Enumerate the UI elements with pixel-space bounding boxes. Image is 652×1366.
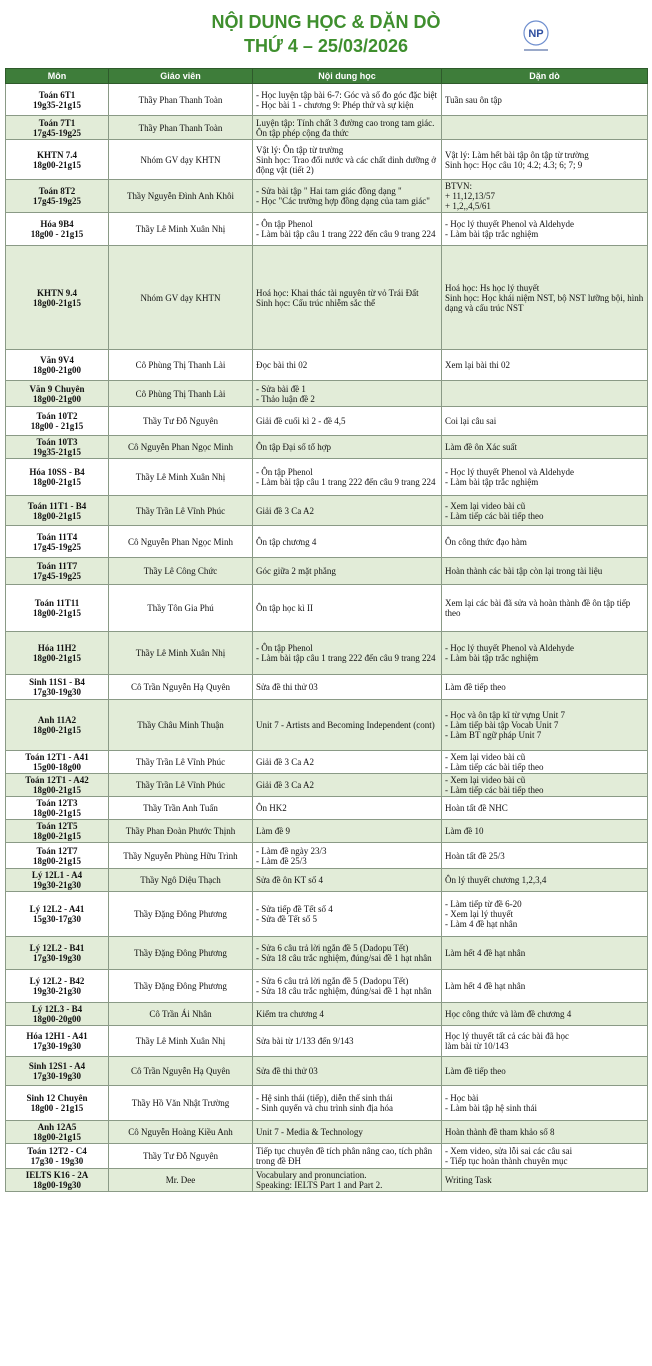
cell-mon: Toán 6T1 19g35-21g15 [6, 84, 109, 116]
table-row [6, 1121, 648, 1144]
cell-dan-do: Ôn công thức đạo hàm [442, 526, 648, 558]
cell-giao-vien: Thầy Trần Lê Vĩnh Phúc [109, 751, 253, 774]
cell-mon: Toán 12T3 18g00-21g15 [6, 797, 109, 820]
table-row [6, 751, 648, 774]
cell-giao-vien: Thầy Đặng Đông Phương [109, 892, 253, 937]
cell-giao-vien: Thầy Ngô Diệu Thạch [109, 869, 253, 892]
cell-mon: Hóa 9B4 18g00 - 21g15 [6, 213, 109, 246]
cell-noi-dung: Giải đề 3 Ca A2 [253, 774, 442, 797]
cell-mon: Văn 9 Chuyên 18g00-21g00 [6, 381, 109, 407]
page-title: NỘI DUNG HỌC & DẶN DÒ [211, 12, 441, 32]
cell-giao-vien: Cô Phùng Thị Thanh Lài [109, 350, 253, 381]
col-header-mon: Môn [6, 69, 109, 84]
cell-giao-vien: Thầy Nguyễn Phùng Hữu Trình [109, 843, 253, 869]
cell-noi-dung: Góc giữa 2 mặt phẳng [253, 558, 442, 585]
table-row [6, 407, 648, 436]
cell-dan-do: - Xem video, sửa lỗi sai các câu sai - Tiếp tục hoàn thành chuyên mục [442, 1144, 648, 1169]
table-row [6, 350, 648, 381]
cell-giao-vien: Thầy Trần Lê Vĩnh Phúc [109, 774, 253, 797]
cell-mon: IELTS K16 - 2A 18g00-19g30 [6, 1169, 109, 1192]
cell-giao-vien: Thầy Đặng Đông Phương [109, 937, 253, 970]
cell-mon: Hóa 10SS - B4 18g00-21g15 [6, 459, 109, 496]
page-header [0, 0, 652, 66]
cell-dan-do: Làm hết 4 đề hạt nhân [442, 937, 648, 970]
cell-noi-dung: Sửa đề thi thử 03 [253, 1057, 442, 1086]
cell-mon: Lý 12L1 - A4 19g30-21g30 [6, 869, 109, 892]
cell-noi-dung: Ôn tập học kì II [253, 585, 442, 632]
cell-giao-vien: Thầy Phan Đoàn Phước Thịnh [109, 820, 253, 843]
cell-noi-dung: Làm đề 9 [253, 820, 442, 843]
cell-mon: Sinh 12S1 - A4 17g30-19g30 [6, 1057, 109, 1086]
cell-noi-dung: - Sửa bài tập " Hai tam giác đồng dạng " - Học "Các trường hợp đồng dạng của tam giác" [253, 180, 442, 213]
cell-mon: Toán 11T4 17g45-19g25 [6, 526, 109, 558]
cell-noi-dung: - Làm đề ngày 23/3 - Làm đề 25/3 [253, 843, 442, 869]
cell-giao-vien: Thầy Châu Minh Thuận [109, 700, 253, 751]
cell-noi-dung: Kiểm tra chương 4 [253, 1003, 442, 1026]
cell-giao-vien: Nhóm GV dạy KHTN [109, 140, 253, 180]
cell-giao-vien: Cô Phùng Thị Thanh Lài [109, 381, 253, 407]
cell-giao-vien: Nhóm GV dạy KHTN [109, 246, 253, 350]
cell-dan-do: - Xem lại video bài cũ - Làm tiếp các bài tiếp theo [442, 496, 648, 526]
cell-mon: Lý 12L2 - B42 19g30-21g30 [6, 970, 109, 1003]
cell-mon: Lý 12L3 - B4 18g00-20g00 [6, 1003, 109, 1026]
cell-mon: Hóa 11H2 18g00-21g15 [6, 632, 109, 675]
cell-giao-vien: Thầy Hồ Văn Nhật Trường [109, 1086, 253, 1121]
cell-mon: Lý 12L2 - A41 15g30-17g30 [6, 892, 109, 937]
cell-noi-dung: Sửa đề thi thử 03 [253, 675, 442, 700]
schedule-table [5, 68, 648, 1192]
cell-dan-do: Hoàn tất đề 25/3 [442, 843, 648, 869]
cell-mon: Lý 12L2 - B41 17g30-19g30 [6, 937, 109, 970]
cell-giao-vien: Cô Nguyễn Phan Ngọc Minh [109, 436, 253, 459]
table-row [6, 1057, 648, 1086]
cell-giao-vien: Mr. Dee [109, 1169, 253, 1192]
cell-dan-do [442, 381, 648, 407]
table-row [6, 970, 648, 1003]
table-row [6, 496, 648, 526]
cell-dan-do [442, 116, 648, 140]
cell-mon: Toán 10T3 19g35-21g15 [6, 436, 109, 459]
cell-mon: KHTN 7.4 18g00-21g15 [6, 140, 109, 180]
cell-mon: Toán 11T11 18g00-21g15 [6, 585, 109, 632]
table-row [6, 84, 648, 116]
cell-noi-dung: Vật lý: Ôn tập từ trường Sinh học: Trao đổi nước và các chất dinh dưỡng ở động vật (tiết 2) [253, 140, 442, 180]
cell-noi-dung: Hoá học: Khai thác tài nguyên từ vỏ Trái Đất Sinh học: Cấu trúc nhiễm sắc thể [253, 246, 442, 350]
cell-noi-dung: - Ôn tập Phenol - Làm bài tập câu 1 trang 222 đến câu 9 trang 224 [253, 459, 442, 496]
cell-dan-do: Tuần sau ôn tập [442, 84, 648, 116]
col-header-noi-dung: Nội dung học [253, 69, 442, 84]
table-row [6, 892, 648, 937]
cell-noi-dung: Unit 7 - Artists and Becoming Independent (cont) [253, 700, 442, 751]
cell-noi-dung: Unit 7 - Media & Technology [253, 1121, 442, 1144]
cell-mon: Toán 12T1 - A42 18g00-21g15 [6, 774, 109, 797]
cell-giao-vien: Thầy Tư Đỗ Nguyên [109, 407, 253, 436]
cell-dan-do: BTVN: + 11,12,13/57 + 1,2,,4,5/61 [442, 180, 648, 213]
cell-mon: Toán 11T1 - B4 18g00-21g15 [6, 496, 109, 526]
cell-dan-do: Hoàn thành đề tham khảo số 8 [442, 1121, 648, 1144]
table-row [6, 526, 648, 558]
table-row [6, 585, 648, 632]
cell-noi-dung: Giải đề 3 Ca A2 [253, 496, 442, 526]
cell-giao-vien: Thầy Trần Anh Tuấn [109, 797, 253, 820]
table-row [6, 675, 648, 700]
cell-dan-do: - Học lý thuyết Phenol và Aldehyde - Làm bài tập trắc nghiệm [442, 459, 648, 496]
cell-mon: Toán 11T7 17g45-19g25 [6, 558, 109, 585]
cell-noi-dung: Sửa bài từ 1/133 đến 9/143 [253, 1026, 442, 1057]
cell-giao-vien: Cô Trần Nguyễn Hạ Quyên [109, 675, 253, 700]
cell-noi-dung: Tiếp tục chuyên đề tích phân nâng cao, tích phân trong đề ĐH [253, 1144, 442, 1169]
cell-noi-dung: - Ôn tập Phenol - Làm bài tập câu 1 trang 222 đến câu 9 trang 224 [253, 213, 442, 246]
table-row [6, 558, 648, 585]
table-row [6, 820, 648, 843]
cell-giao-vien: Cô Nguyễn Phan Ngọc Minh [109, 526, 253, 558]
cell-dan-do: Hoàn tất đề NHC [442, 797, 648, 820]
cell-mon: Toán 12T5 18g00-21g15 [6, 820, 109, 843]
table-row [6, 246, 648, 350]
cell-dan-do: - Xem lại video bài cũ - Làm tiếp các bài tiếp theo [442, 751, 648, 774]
page-date: THỨ 4 – 25/03/2026 [243, 36, 409, 56]
cell-noi-dung: - Ôn tập Phenol - Làm bài tập câu 1 trang 222 đến câu 9 trang 224 [253, 632, 442, 675]
cell-giao-vien: Cô Nguyễn Hoàng Kiều Anh [109, 1121, 253, 1144]
cell-noi-dung: - Sửa tiếp đề Tết số 4 - Sửa đề Tết số 5 [253, 892, 442, 937]
cell-giao-vien: Thầy Lê Minh Xuân Nhị [109, 1026, 253, 1057]
table-row [6, 1169, 648, 1192]
cell-mon: Sinh 11S1 - B4 17g30-19g30 [6, 675, 109, 700]
cell-mon: Toán 8T2 17g45-19g25 [6, 180, 109, 213]
table-row [6, 1144, 648, 1169]
cell-noi-dung: Đọc bài thi 02 [253, 350, 442, 381]
cell-dan-do: Học công thức và làm đề chương 4 [442, 1003, 648, 1026]
cell-noi-dung: Giải đề 3 Ca A2 [253, 751, 442, 774]
col-header-dan-do: Dặn dò [442, 69, 648, 84]
cell-noi-dung: - Sửa 6 câu trả lời ngắn đề 5 (Dadopu Tết) - Sửa 18 câu trắc nghiệm, đúng/sai đề 1 hạt nhân [253, 970, 442, 1003]
cell-mon: KHTN 9.4 18g00-21g15 [6, 246, 109, 350]
cell-dan-do: Vật lý: Làm hết bài tập ôn tập từ trường Sinh học: Học câu 10; 4.2; 4.3; 6; 7; 9 [442, 140, 648, 180]
cell-dan-do: - Học lý thuyết Phenol và Aldehyde - Làm bài tập trắc nghiệm [442, 213, 648, 246]
table-row [6, 1026, 648, 1057]
table-row [6, 213, 648, 246]
cell-mon: Toán 7T1 17g45-19g25 [6, 116, 109, 140]
cell-giao-vien: Thầy Lê Minh Xuân Nhị [109, 632, 253, 675]
cell-noi-dung: Vocabulary and pronunciation. Speaking: IELTS Part 1 and Part 2. [253, 1169, 442, 1192]
cell-dan-do: Xem lại các bài đã sửa và hoàn thành đề ôn tập tiếp theo [442, 585, 648, 632]
cell-giao-vien: Thầy Nguyễn Đình Anh Khôi [109, 180, 253, 213]
np-logo [521, 18, 551, 58]
cell-noi-dung: Ôn HK2 [253, 797, 442, 820]
cell-giao-vien: Thầy Lê Minh Xuân Nhị [109, 213, 253, 246]
cell-dan-do: - Học và ôn tập kĩ từ vựng Unit 7 - Làm tiếp bài tập Vocab Unit 7 - Làm BT ngữ pháp Unit 7 [442, 700, 648, 751]
cell-mon: Hóa 12H1 - A41 17g30-19g30 [6, 1026, 109, 1057]
cell-dan-do: Hoá học: Hs học lý thuyết Sinh học: Học khái niệm NST, bộ NST lưỡng bội, hình dạng và cấu trúc NST [442, 246, 648, 350]
table-row [6, 700, 648, 751]
cell-mon: Anh 12A5 18g00-21g15 [6, 1121, 109, 1144]
cell-dan-do: - Học lý thuyết Phenol và Aldehyde - Làm bài tập trắc nghiệm [442, 632, 648, 675]
table-row [6, 937, 648, 970]
table-row [6, 180, 648, 213]
table-row [6, 116, 648, 140]
cell-noi-dung: - Học luyện tập bài 6-7: Góc và số đo góc đặc biệt - Học bài 1 - chương 9: Phép thử và sự kiện [253, 84, 442, 116]
cell-dan-do: Xem lại bài thi 02 [442, 350, 648, 381]
cell-dan-do: - Học bài - Làm bài tập hệ sinh thái [442, 1086, 648, 1121]
cell-noi-dung: - Sửa 6 câu trả lời ngắn đề 5 (Dadopu Tết) - Sửa 18 câu trắc nghiệm, đúng/sai đề 1 hạt nhân [253, 937, 442, 970]
cell-giao-vien: Cô Trần Ái Nhân [109, 1003, 253, 1026]
cell-dan-do: Làm đề tiếp theo [442, 675, 648, 700]
col-header-giao-vien: Giáo viên [109, 69, 253, 84]
logo-text: NP [528, 28, 544, 40]
cell-giao-vien: Thầy Phan Thanh Toàn [109, 84, 253, 116]
table-row [6, 140, 648, 180]
table-row [6, 459, 648, 496]
cell-mon: Toán 12T7 18g00-21g15 [6, 843, 109, 869]
cell-noi-dung: Ôn tập chương 4 [253, 526, 442, 558]
cell-mon: Toán 12T1 - A41 15g00-18g00 [6, 751, 109, 774]
cell-giao-vien: Thầy Trần Lê Vĩnh Phúc [109, 496, 253, 526]
cell-giao-vien: Thầy Lê Minh Xuân Nhị [109, 459, 253, 496]
cell-dan-do: Làm đề 10 [442, 820, 648, 843]
table-row [6, 1003, 648, 1026]
cell-dan-do: Làm hết 4 đề hạt nhân [442, 970, 648, 1003]
cell-giao-vien: Thầy Tôn Gia Phú [109, 585, 253, 632]
cell-giao-vien: Thầy Đặng Đông Phương [109, 970, 253, 1003]
cell-giao-vien: Thầy Phan Thanh Toàn [109, 116, 253, 140]
cell-mon: Văn 9V4 18g00-21g00 [6, 350, 109, 381]
cell-dan-do: Writing Task [442, 1169, 648, 1192]
cell-noi-dung: Luyện tập: Tính chất 3 đường cao trong tam giác. Ôn tập phép cộng đa thức [253, 116, 442, 140]
table-row [6, 774, 648, 797]
cell-dan-do: Học lý thuyết tất cả các bài đã học làm bài từ 10/143 [442, 1026, 648, 1057]
cell-noi-dung: Sửa đề ôn KT số 4 [253, 869, 442, 892]
cell-dan-do: Làm đề ôn Xác suất [442, 436, 648, 459]
cell-mon: Toán 12T2 - C4 17g30 - 19g30 [6, 1144, 109, 1169]
cell-noi-dung: Ôn tập Đại số tổ hợp [253, 436, 442, 459]
cell-dan-do: Coi lại câu sai [442, 407, 648, 436]
cell-dan-do: Ôn lý thuyết chương 1,2,3,4 [442, 869, 648, 892]
table-row [6, 869, 648, 892]
cell-giao-vien: Cô Trần Nguyễn Hạ Quyên [109, 1057, 253, 1086]
cell-dan-do: Làm đề tiếp theo [442, 1057, 648, 1086]
cell-dan-do: Hoàn thành các bài tập còn lại trong tài liệu [442, 558, 648, 585]
cell-noi-dung: - Sửa bài đề 1 - Thảo luận đề 2 [253, 381, 442, 407]
table-row [6, 436, 648, 459]
cell-dan-do: - Xem lại video bài cũ - Làm tiếp các bài tiếp theo [442, 774, 648, 797]
cell-noi-dung: Giải đề cuối kì 2 - đề 4,5 [253, 407, 442, 436]
cell-mon: Sinh 12 Chuyên 18g00 - 21g15 [6, 1086, 109, 1121]
table-row [6, 797, 648, 820]
table-row [6, 843, 648, 869]
cell-dan-do: - Làm tiếp từ đề 6-20 - Xem lại lý thuyết - Làm 4 đề hạt nhân [442, 892, 648, 937]
table-row [6, 1086, 648, 1121]
cell-giao-vien: Thầy Lê Công Chức [109, 558, 253, 585]
table-row [6, 381, 648, 407]
table-row [6, 632, 648, 675]
cell-noi-dung: - Hệ sinh thái (tiếp), diễn thế sinh thái - Sinh quyển và chu trình sinh địa hóa [253, 1086, 442, 1121]
cell-mon: Anh 11A2 18g00-21g15 [6, 700, 109, 751]
table-header-row [6, 69, 648, 84]
cell-mon: Toán 10T2 18g00 - 21g15 [6, 407, 109, 436]
cell-giao-vien: Thầy Tư Đỗ Nguyên [109, 1144, 253, 1169]
